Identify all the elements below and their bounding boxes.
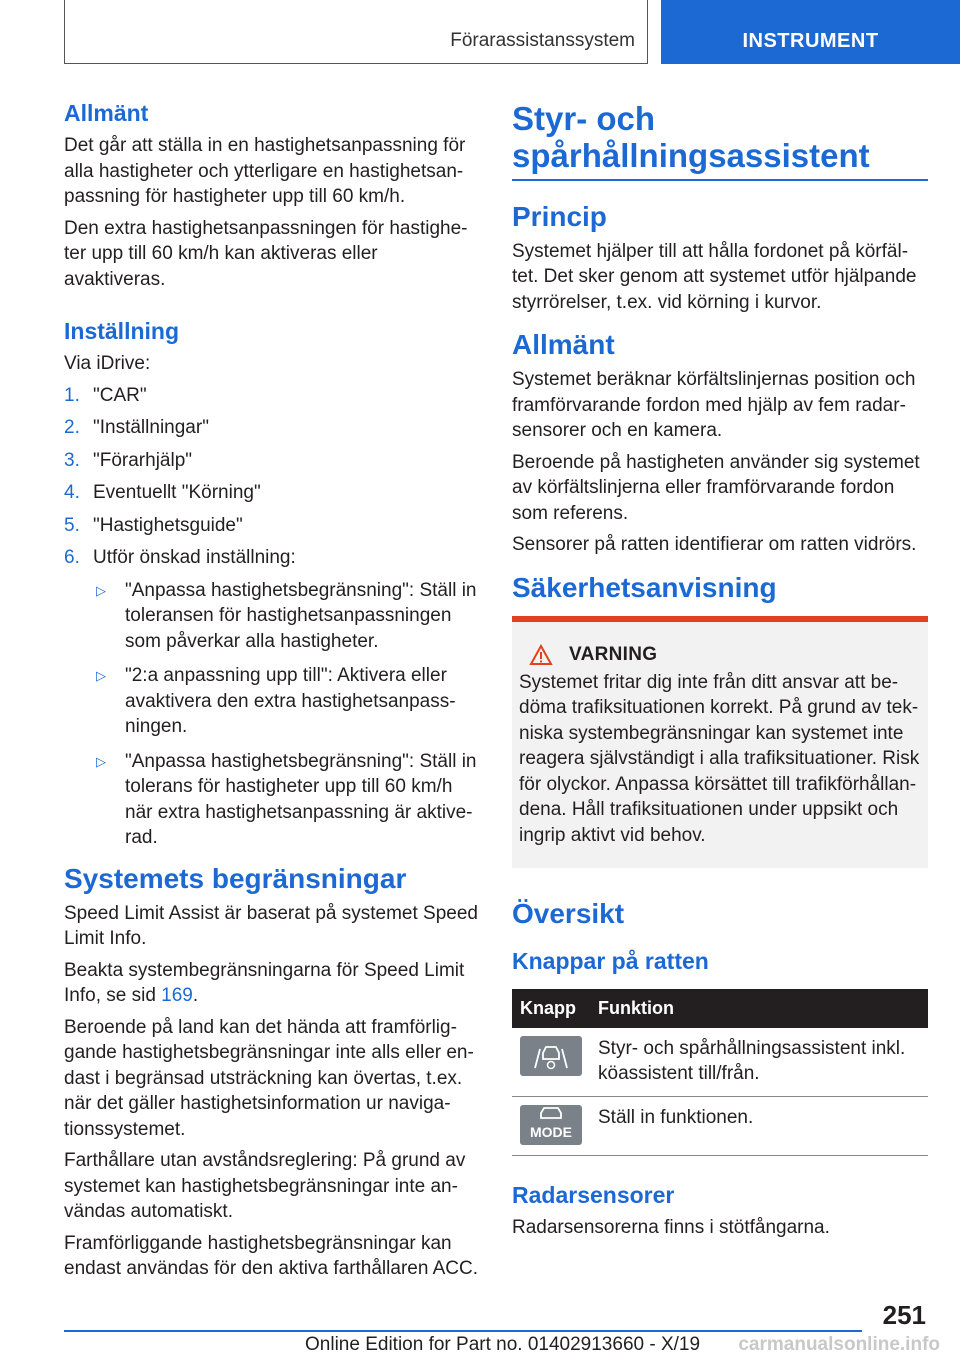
step-text: "CAR" bbox=[93, 384, 147, 406]
heading-oversikt: Översikt bbox=[512, 898, 625, 929]
paragraph: Systemet hjälper till att hålla fordonet på körfäl-tet. Det sker genom att systemet utför hjälpande styrrörelser, t.ex. vid körning i kurvor. bbox=[512, 240, 917, 313]
step-text: Eventuellt "Körning" bbox=[93, 482, 261, 503]
car-lane-icon bbox=[529, 1041, 573, 1071]
table-cell: Ställ in funktionen. bbox=[590, 1097, 928, 1156]
paragraph: Farthållare utan avståndsreglering: På grund av systemet kan hastighetsbegränsningar inte an-vändas automatiskt. bbox=[64, 1150, 466, 1222]
paragraph: Den extra hastighetsanpassningen för hastighe-ter upp till 60 km/h kan aktiveras eller avaktiveras. bbox=[64, 217, 468, 290]
step-text: Utför önskad inställning: bbox=[93, 547, 296, 568]
step-text: "Hastighetsguide" bbox=[93, 514, 243, 536]
paragraph: Radarsensorerna finns i stötfångarna. bbox=[512, 1217, 830, 1238]
heading-main: Styr- och spårhållningsassistent bbox=[512, 100, 870, 174]
warning-text: Systemet fritar dig inte från ditt ansvar att be-döma trafiksituationen korrekt. På grund av tek-niska systembegränsningar kan systemet inte reagera självständigt i alla trafiksituationer. Risk för olyckor. Anpassa körsättet till trafikförhållan-dena. Håll trafiksituationen under uppsikt och ingrip aktivt vid behov. bbox=[519, 671, 920, 846]
triangle-bullet-icon: ▷ bbox=[96, 582, 106, 598]
table-cell bbox=[512, 1097, 590, 1156]
heading-rule bbox=[512, 179, 928, 181]
warning-box bbox=[512, 616, 928, 869]
car-icon bbox=[536, 1106, 566, 1120]
paragraph-text: Beakta systembegränsningarna för Speed Limit Info, se sid bbox=[64, 959, 465, 1006]
triangle-bullet-icon: ▷ bbox=[96, 753, 106, 769]
right-column bbox=[512, 100, 928, 1247]
paragraph: Beroende på hastigheten använder sig systemet av körfältslinjerna eller framförvarande fordon som referens. bbox=[512, 451, 920, 524]
table-cell: Styr- och spårhållningsassistent inkl. köassistent till/från. bbox=[590, 1028, 928, 1097]
triangle-bullet-icon: ▷ bbox=[96, 668, 106, 683]
step-number: 3. bbox=[64, 449, 80, 471]
paragraph-text: . bbox=[192, 985, 199, 1006]
step-text: "Inställningar" bbox=[93, 417, 209, 438]
step-number: 5. bbox=[64, 514, 80, 536]
list-item bbox=[93, 578, 480, 655]
paragraph: Sensorer på ratten identifierar om ratten vidrörs. bbox=[512, 534, 917, 555]
table-row bbox=[512, 1028, 928, 1097]
paragraph bbox=[64, 958, 480, 1009]
step-number: 1. bbox=[64, 384, 80, 406]
steps-list bbox=[64, 383, 480, 571]
footer-rule bbox=[64, 1330, 862, 1332]
heading-systemets-begransningar: Systemets begränsningar bbox=[64, 862, 407, 894]
list-item bbox=[64, 448, 480, 474]
list-item bbox=[64, 513, 480, 539]
heading-allmant: Allmänt bbox=[64, 100, 149, 126]
lane-assist-button-icon bbox=[520, 1036, 582, 1076]
heading-knappar: Knappar på ratten bbox=[512, 948, 709, 974]
list-item bbox=[93, 663, 480, 740]
heading-princip: Princip bbox=[512, 200, 607, 232]
list-item bbox=[64, 545, 480, 571]
mode-label: MODE bbox=[530, 1123, 572, 1140]
substep-text: "Anpassa hastighetsbegränsning": Ställ in toleransen för hastighetsanpassningen som påverkar alla hastigheter. bbox=[125, 579, 477, 652]
mode-button-icon bbox=[520, 1105, 582, 1145]
step-number: 4. bbox=[64, 482, 80, 503]
list-item bbox=[64, 415, 480, 441]
list-item bbox=[64, 383, 480, 409]
paragraph: Systemet beräknar körfältslinjernas position och framförvarande fordon med hjälp av fem radar-sensorer och en kamera. bbox=[512, 369, 916, 441]
table-header-cell: Funktion bbox=[590, 989, 928, 1028]
substeps-list bbox=[93, 578, 480, 851]
edition-text: Online Edition for Part no. 01402913660 - X/19 bbox=[305, 1334, 701, 1355]
paragraph: Det går att ställa in en hastighetsanpassning för alla hastigheter och ytterligare en hastighetsan-passning för hastigheter upp till 60 km/h. bbox=[64, 135, 466, 207]
substep-text: "2:a anpassning upp till": Aktivera eller avaktivera den extra hastighetsanpass-ningen. bbox=[125, 665, 456, 737]
paragraph: Beroende på land kan det hända att framförlig-gande hastighetsbegränsningar inte alls eller en-dast i begränsad utsträckning kan övertas, t.ex. när det gäller hastighetsinformation ur naviga-tionssystemet. bbox=[64, 1016, 474, 1140]
heading-allmant: Allmänt bbox=[512, 329, 615, 360]
left-column bbox=[64, 100, 480, 1288]
substep-text: "Anpassa hastighetsbegränsning": Ställ in tolerans för hastigheter upp till 60 km/h när extra hastighetsanpassning är aktive-rad. bbox=[125, 750, 477, 848]
table-header-cell: Knapp bbox=[512, 989, 590, 1028]
heading-radarsensorer: Radarsensorer bbox=[512, 1182, 675, 1208]
paragraph: Framförliggande hastighetsbegränsningar kan endast användas för den aktiva farthållaren ACC. bbox=[64, 1232, 479, 1279]
list-item bbox=[93, 749, 480, 851]
paragraph: Via iDrive: bbox=[64, 353, 151, 374]
chapter-tab[interactable]: INSTRUMENT bbox=[661, 0, 960, 64]
heading-sakerhetsanvisning: Säkerhetsanvisning bbox=[512, 571, 777, 603]
page-link[interactable]: 169 bbox=[161, 985, 193, 1006]
buttons-table bbox=[512, 989, 928, 1156]
step-number: 2. bbox=[64, 417, 80, 438]
section-title: Förarassistanssystem bbox=[450, 30, 635, 51]
list-item bbox=[64, 480, 480, 506]
table-header-row bbox=[512, 989, 928, 1028]
table-row bbox=[512, 1097, 928, 1156]
warning-title: VARNING bbox=[569, 643, 658, 665]
watermark: carmanualsonline.info bbox=[738, 1334, 940, 1355]
heading-installning: Inställning bbox=[64, 318, 179, 344]
page-number: 251 bbox=[882, 1300, 926, 1330]
step-text: "Förarhjälp" bbox=[93, 449, 193, 471]
step-number: 6. bbox=[64, 547, 80, 568]
table-cell bbox=[512, 1028, 590, 1097]
warning-header bbox=[519, 644, 921, 666]
warning-triangle-icon bbox=[529, 644, 553, 666]
paragraph: Speed Limit Assist är baserat på systemet Speed Limit Info. bbox=[64, 902, 478, 949]
